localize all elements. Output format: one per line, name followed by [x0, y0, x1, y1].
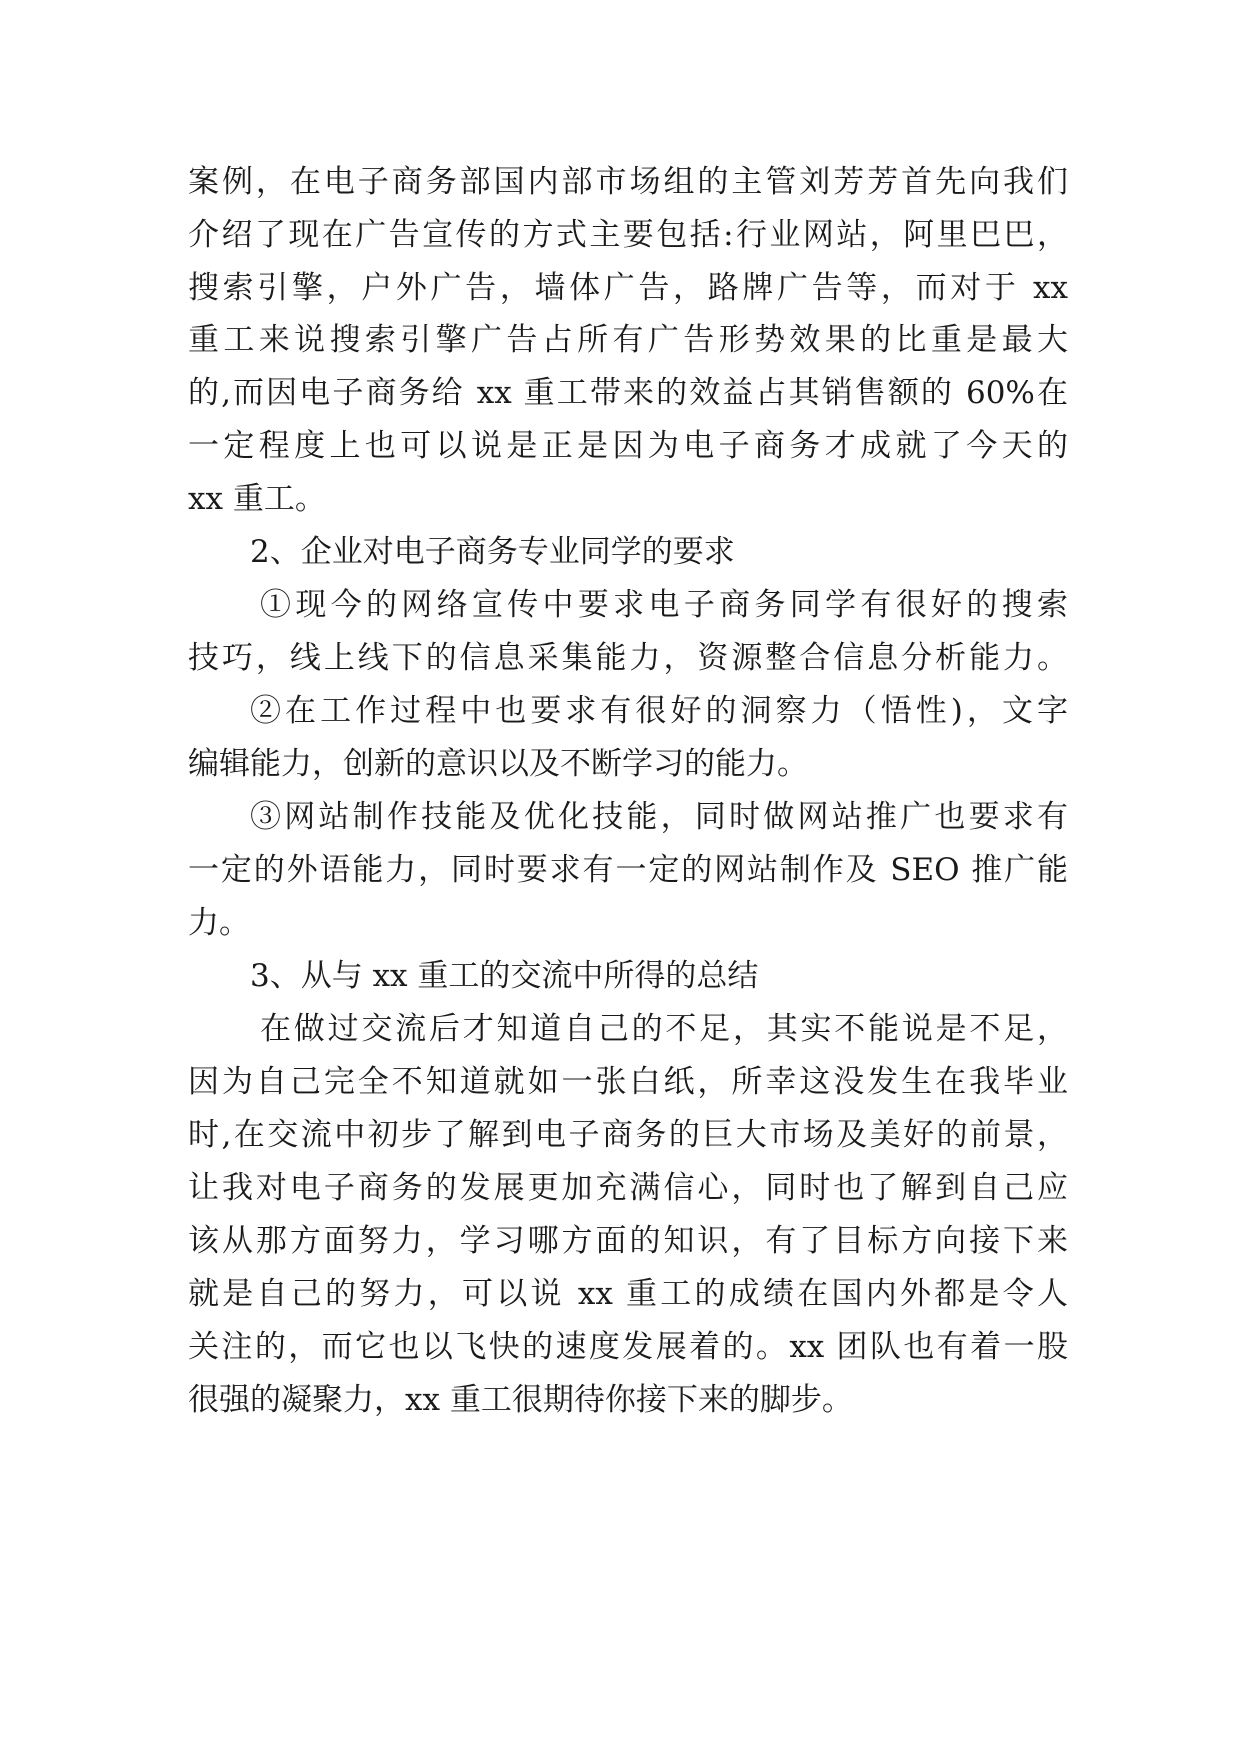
text-line: 力。 — [188, 905, 250, 941]
text-line: 该从那方面努力，学习哪方面的知识，有了目标方向接下来 — [188, 1223, 1068, 1259]
text-line: 因为自己完全不知道就如一张白纸，所幸这没发生在我毕业 — [188, 1064, 1068, 1100]
text-line: 搜索引擎，户外广告，墙体广告，路牌广告等，而对于 xx — [188, 270, 1068, 306]
text-line: 让我对电子商务的发展更加充满信心，同时也了解到自己应 — [188, 1170, 1068, 1206]
section-heading: 2、企业对电子商务专业同学的要求 — [250, 534, 735, 570]
text-line: ③网站制作技能及优化技能，同时做网站推广也要求有 — [250, 799, 1068, 835]
text-line: 时,在交流中初步了解到电子商务的巨大市场及美好的前景， — [188, 1117, 1068, 1153]
text-line: 的,而因电子商务给 xx 重工带来的效益占其销售额的 60%在 — [188, 375, 1068, 411]
text-line: 案例，在电子商务部国内部市场组的主管刘芳芳首先向我们 — [188, 164, 1068, 200]
text-line: 关注的，而它也以飞快的速度发展着的。xx 团队也有着一股 — [188, 1329, 1068, 1365]
text-line: 介绍了现在广告宣传的方式主要包括:行业网站，阿里巴巴， — [188, 217, 1068, 253]
text-line: ②在工作过程中也要求有很好的洞察力（悟性)，文字 — [250, 693, 1068, 729]
text-line: 编辑能力，创新的意识以及不断学习的能力。 — [188, 746, 808, 782]
text-line: 在做过交流后才知道自己的不足，其实不能说是不足， — [260, 1011, 1068, 1047]
text-line: 技巧，线上线下的信息采集能力，资源整合信息分析能力。 — [188, 640, 1068, 676]
text-line: 一定的外语能力，同时要求有一定的网站制作及 SEO 推广能 — [188, 852, 1068, 888]
text-line: 重工来说搜索引擎广告占所有广告形势效果的比重是最大 — [188, 322, 1068, 358]
text-line: ①现今的网络宣传中要求电子商务同学有很好的搜索 — [260, 587, 1068, 623]
text-line: 很强的凝聚力，xx 重工很期待你接下来的脚步。 — [188, 1382, 853, 1418]
text-line: 一定程度上也可以说是正是因为电子商务才成就了今天的 — [188, 428, 1068, 464]
text-line: xx 重工。 — [188, 481, 326, 517]
text-line: 就是自己的努力，可以说 xx 重工的成绩在国内外都是令人 — [188, 1276, 1068, 1312]
section-heading: 3、从与 xx 重工的交流中所得的总结 — [250, 958, 759, 994]
